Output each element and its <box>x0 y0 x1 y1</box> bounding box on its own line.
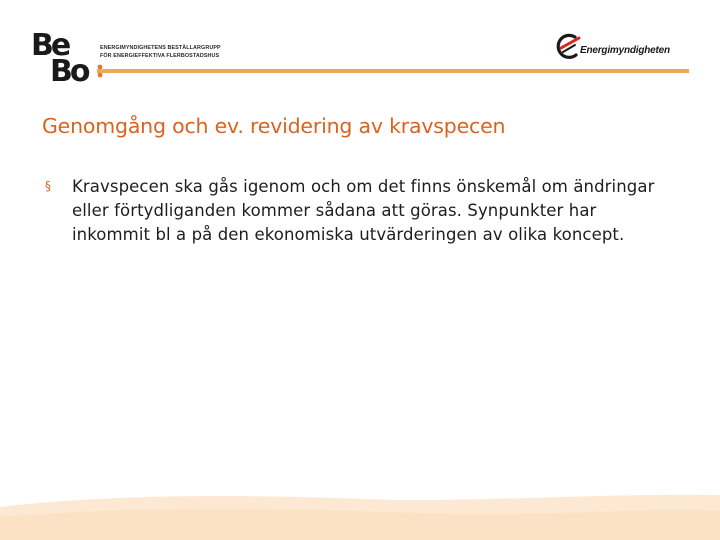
bebo-tagline-line2: FÖR ENERGIEFFEKTIVA FLERBOSTADSHUS <box>100 53 220 59</box>
bullet-item <box>45 175 665 247</box>
bullet-text: Kravspecen ska gås igenom och om det finns önskemål om ändringar eller förtydliganden kommer sådana att göras. Synpunkter har inkommit bl a på den ekonomiska utvärderingen av olika koncept. <box>72 177 655 244</box>
bebo-logo-be: Be <box>31 28 69 63</box>
bebo-tagline-line1: ENERGIMYNDIGHETENS BESTÄLLARGRUPP <box>100 45 221 51</box>
bebo-logo-dot-2 <box>98 73 103 78</box>
bebo-tagline <box>100 44 230 60</box>
energimyndigheten-logo <box>555 32 685 62</box>
bebo-logo-bo: Bo <box>50 54 88 86</box>
bottom-wave-decoration <box>0 485 720 540</box>
energimyndigheten-name: Energimyndigheten <box>580 45 670 56</box>
energimyndigheten-swoosh-icon <box>555 32 581 60</box>
square-bullet-icon: § <box>45 179 51 193</box>
slide-title: Genomgång och ev. revidering av kravspecen <box>42 114 506 138</box>
bebo-logo <box>30 28 105 86</box>
slide-body <box>45 175 665 247</box>
header-divider <box>97 69 689 73</box>
